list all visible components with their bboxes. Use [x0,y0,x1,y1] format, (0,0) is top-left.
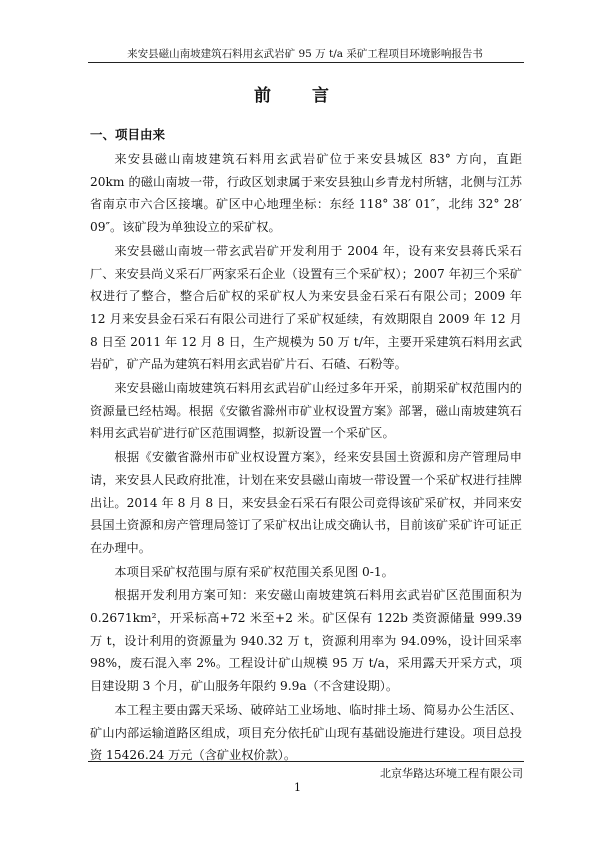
paragraph: 本项目采矿权范围与原有采矿权范围关系见图 0-1。 [114,564,394,579]
paragraph: 根据开发利用方案可知：来安磁山南坡建筑石料用玄武岩矿区范围面积为 0.2671km²，开采标高+72 米至+2 米。矿区保有 122b 类资源储量 999.39 万 t，设计利用的资源量为 940.32 万 t，资源利用率为 94.09%，设计回采率 98%，废石混入率 2%。工程设计矿山规模 95 万 t/a，采用露天开采方式，项目建设期 3 个月，矿山服务年限约 9.9a（不含建设期）。 [90,588,522,694]
running-header: 来安县磁山南坡建筑石料用玄武岩矿 95 万 t/a 采矿工程项目环境影响报告书 [127,48,483,60]
page-title: 前 言 [254,86,341,106]
paragraph: 本工程主要由露天采场、破碎站工业场地、临时排土场、简易办公生活区、矿山内部运输道路区组成，项目充分依托矿山现有基础设施进行建设。项目总投资 15426.24 万元（含矿业权价款）。 [90,702,522,763]
section-heading: 一、项目由来 [90,127,166,142]
body-text [90,148,522,767]
paragraph: 来安县磁山南坡建筑石料用玄武岩矿山经过多年开采，前期采矿权范围内的资源量已经枯竭。根据《安徽省滁州市矿业权设置方案》部署，磁山南坡建筑石料用玄武岩矿进行矿区范围调整，拟新设置一个采矿区。 [90,381,522,441]
footer-company: 北京华路达环境工程有限公司 [380,767,523,780]
paragraph: 根据《安徽省滁州市矿业权设置方案》，经来安县国土资源和房产管理局申请，来安县人民政府批准，计划在来安县磁山南坡一带设置一个采矿权进行挂牌出让。2014 年 8 月 8 日，来安县金石采石有限公司竞得该矿采矿权，并同来安县国土资源和房产管理局签订了采矿权出让成交确认书，目前该矿采矿许可证正在办理中。 [90,450,522,555]
page-number: 1 [294,781,301,794]
paragraph: 来安县磁山南坡一带玄武岩矿开发利用于 2004 年，设有来安县蒋氏采石厂、来安县尚义采石厂两家采石企业（设置有三个采矿权）；2007 年初三个采矿权进行了整合，整合后矿权的采矿权人为来安县金石采石有限公司；2009 年 12 月来安县金石采石有限公司进行了采矿权延续，有效期限自 2009 年 12 月 8 日至 2011 年 12 月 8 日，生产规模为 50 万 t/年，主要开采建筑石料用玄武岩矿，矿产品为建筑石料用玄武岩矿片石、石碴、石粉等。 [90,243,522,372]
header-rule [88,62,524,63]
paragraph: 来安县磁山南坡建筑石料用玄武岩矿位于来安县城区 83° 方向，直距 20km 的磁山南坡一带，行政区划隶属于来安县独山乡青龙村所辖，北侧与江苏省南京市六合区接壤。矿区中心地理坐标：东经 118° 38′ 01″，北纬 32° 28′ 09″。该矿段为单独设立的采矿权。 [90,152,522,235]
footer-rule [88,761,524,762]
